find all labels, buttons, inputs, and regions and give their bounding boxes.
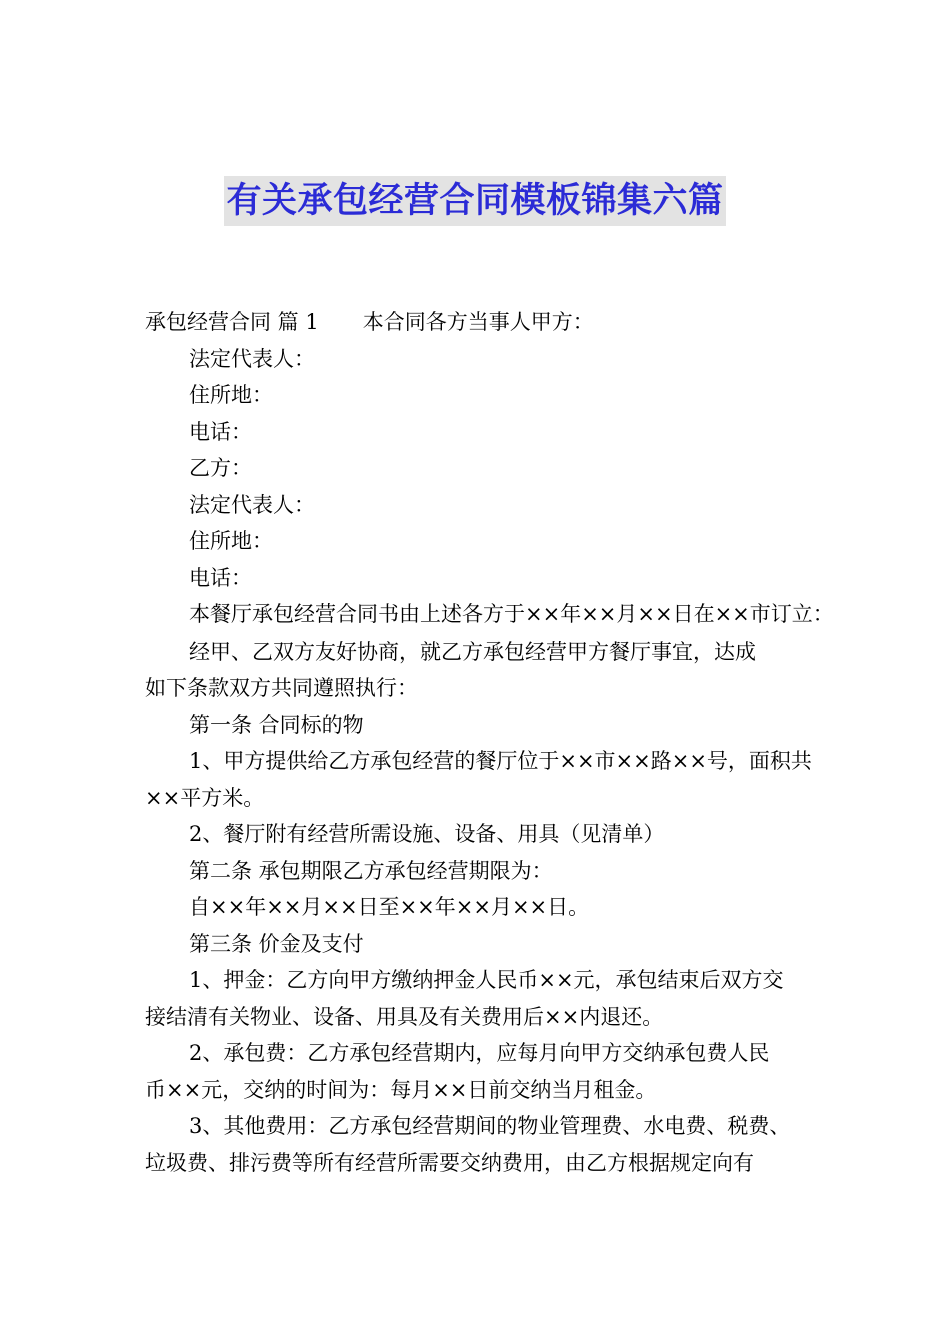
article-3-title: 第三条 价金及支付 [189,931,364,956]
party-b-phone: 电话： [189,565,252,590]
party-b-representative: 法定代表人： [189,492,315,517]
article-1-item-1-line1: 1、甲方提供给乙方承包经营的餐厅位于××市××路××号，面积共 [189,749,812,773]
party-b-label: 乙方： [189,456,252,480]
party-a-representative: 法定代表人： [189,346,315,371]
party-a-address: 住所地： [189,383,273,407]
agreement-paragraph-line2: 如下条款双方共同遵照执行： [145,676,418,700]
agreement-paragraph-line1: 经甲、乙双方友好协商，就乙方承包经营甲方餐厅事宜，达成 [189,639,756,664]
section-heading: 承包经营合同 篇 1 [145,310,319,334]
article-3-item-3-line2: 垃圾费、排污费等所有经营所需要交纳费用，由乙方根据规定向有 [145,1150,754,1175]
article-3-item-1-line2: 接结清有关物业、设备、用具及有关费用后××内退还。 [145,1004,664,1029]
document-body [145,304,834,1181]
article-3-item-2-line2: 币××元，交纳的时间为：每月××日前交纳当月租金。 [145,1077,657,1102]
signing-statement: 本餐厅承包经营合同书由上述各方于××年××月××日在××市订立： [189,602,834,626]
party-b-address: 住所地： [189,529,273,553]
article-2-period: 自××年××月××日至××年××月××日。 [189,895,590,919]
party-a-phone: 电话： [189,419,252,444]
opening-line [145,304,815,341]
document-title-text: 有关承包经营合同模板锦集六篇 [224,176,725,226]
article-1-item-2: 2、餐厅附有经营所需设施、设备、用具（见清单） [189,822,665,846]
article-3-item-2-line1: 2、承包费：乙方承包经营期内，应每月向甲方交纳承包费人民 [189,1041,770,1065]
document-title [0,176,950,226]
article-2-title: 第二条 承包期限乙方承包经营期限为： [189,858,553,883]
party-a-intro: 本合同各方当事人甲方： [362,310,594,334]
article-1-item-1-line2: ××平方米。 [145,785,265,810]
article-3-item-3-line1: 3、其他费用：乙方承包经营期间的物业管理费、水电费、税费、 [189,1114,791,1138]
article-3-item-1-line1: 1、押金：乙方向甲方缴纳押金人民币××元，承包结束后双方交 [189,968,784,992]
article-1-title: 第一条 合同标的物 [189,712,364,737]
